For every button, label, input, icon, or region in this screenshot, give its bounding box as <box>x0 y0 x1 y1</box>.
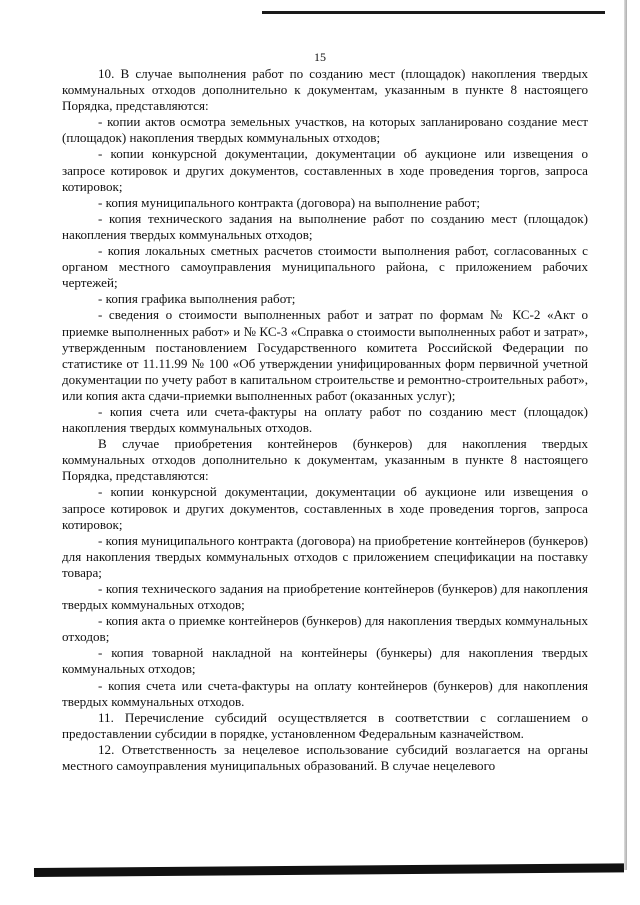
document-body <box>62 66 588 774</box>
list-item: - копия локальных сметных расчетов стоимости выполнения работ, согласованных с органом местного самоуправления муниципального района, с приложением рабочих чертежей; <box>62 243 588 291</box>
page-number: 15 <box>314 50 326 64</box>
list-item: - сведения о стоимости выполненных работ и затрат по формам № КС-2 «Акт о приемке выполненных работ» и № КС-3 «Справка о стоимости выполненных работ и затрат», утвержденным постановлением Государственного комитета Российской Федерации по статистике от 11.11.99 № 100 «Об утверждении унифицированных форм первичной учетной документации по учету работ в капитальном строительстве и ремонтно-строительных работ», или копия акта сдачи-приемки выполненных работ (оказанных услуг); <box>62 307 588 403</box>
list-item: - копии актов осмотра земельных участков, на которых запланировано создание мест (площадок) накопления твердых коммунальных отходов; <box>62 114 588 146</box>
list-item: - копия технического задания на приобретение контейнеров (бункеров) для накопления твердых коммунальных отходов; <box>62 581 588 613</box>
paragraph-10-intro: 10. В случае выполнения работ по созданию мест (площадок) накопления твердых коммунальных отходов дополнительно к документам, указанным в пункте 8 настоящего Порядка, представляются: <box>62 66 588 114</box>
scan-artifact-bottom-line <box>34 863 624 877</box>
scan-artifact-top-line <box>262 11 605 14</box>
list-item: - копии конкурсной документации, документации об аукционе или извещения о запросе котировок и других документов, составленных в ходе проведения торгов, запроса котировок; <box>62 484 588 532</box>
list-item: - копия графика выполнения работ; <box>98 291 296 307</box>
list-item: - копия акта о приемке контейнеров (бункеров) для накопления твердых коммунальных отходов; <box>62 613 588 645</box>
list-item: - копия счета или счета-фактуры на оплату работ по созданию мест (площадок) накопления твердых коммунальных отходов. <box>62 403 588 436</box>
list-item: - копии конкурсной документации, документации об аукционе или извещения о запросе котировок и других документов, составленных в ходе проведения торгов, запроса котировок; <box>62 146 588 194</box>
list-item: - копия муниципального контракта (договора) на приобретение контейнеров (бункеров) для накопления твердых коммунальных отходов с приложением спецификации на поставку товара; <box>62 532 588 580</box>
paragraph-12: 12. Ответственность за нецелевое использование субсидий возлагается на органы местного самоуправления муниципальных образований. В случае нецелевого <box>62 741 588 774</box>
list-item: - копия технического задания на выполнение работ по созданию мест (площадок) накопления твердых коммунальных отходов; <box>62 210 588 242</box>
list-item: - копия муниципального контракта (договора) на выполнение работ; <box>98 194 481 210</box>
paragraph-containers-intro: В случае приобретения контейнеров (бункеров) для накопления твердых коммунальных отходов дополнительно к документам, указанным в пункте 8 настоящего Порядка, представляются: <box>62 436 588 484</box>
list-item: - копия товарной накладной на контейнеры (бункеры) для накопления твердых коммунальных отходов; <box>62 645 588 677</box>
paragraph-11: 11. Перечисление субсидий осуществляется в соответствии с соглашением о предоставлении субсидии в порядке, установленном Федеральным казначейством. <box>62 709 588 741</box>
list-item: - копия счета или счета-фактуры на оплату контейнеров (бункеров) для накопления твердых коммунальных отходов. <box>62 677 588 709</box>
scan-artifact-right-edge <box>624 0 627 870</box>
